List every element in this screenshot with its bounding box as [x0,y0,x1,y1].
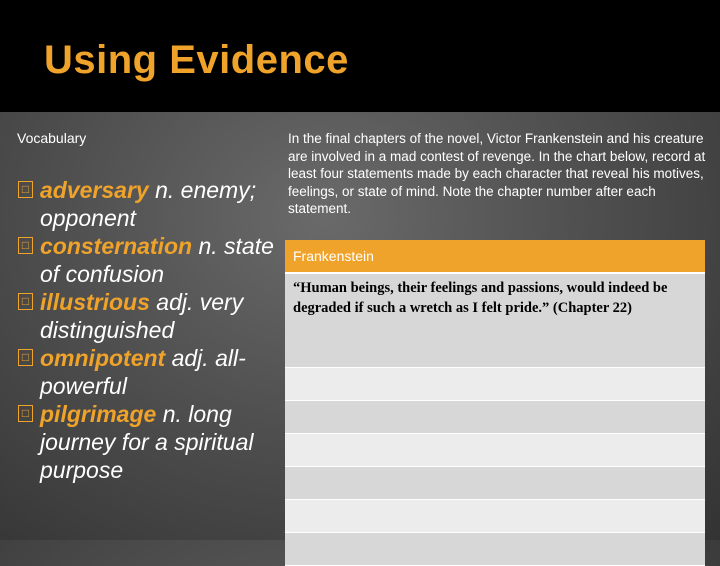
checkbox-bullet-icon: □ [18,293,33,310]
vocab-term: pilgrimage [40,401,157,427]
evidence-table [285,240,705,566]
vocab-term: adversary [40,177,149,203]
table-row [285,401,705,434]
table-row [285,368,705,401]
vocab-definition: n. state of confusion [40,233,274,287]
table-row [285,434,705,467]
vocab-item-adversary [18,176,293,232]
table-header-frankenstein: Frankenstein [285,240,705,274]
instructions-text: In the final chapters of the novel, Victor Frankenstein and his creature are involved in a mad contest of revenge. In the chart below, record at least four statements made by each character that reveal his motives, feelings, or state of mind. Note the chapter number after each statement. [288,131,706,216]
vocab-definition: adj. very distinguished [40,289,244,343]
table-row [285,533,705,566]
table-row: “Human beings, their feelings and passions, would indeed be degraded if such a wretch as I felt pride.” (Chapter 22) [285,274,705,368]
vocab-definition: n. enemy; opponent [40,177,257,231]
vocab-definition: n. long journey for a spiritual purpose [40,401,254,483]
vocab-term: omnipotent [40,345,166,371]
vocab-definition: adj. all-powerful [40,345,246,399]
checkbox-bullet-icon: □ [18,237,33,254]
vocabulary-heading: Vocabulary [17,130,87,146]
checkbox-bullet-icon: □ [18,181,33,198]
vocabulary-list [18,176,293,484]
vocab-item-omnipotent [18,344,293,400]
vocab-term: consternation [40,233,193,259]
vocab-term: illustrious [40,289,150,315]
table-row [285,500,705,533]
vocab-item-pilgrimage [18,400,293,484]
title-bar [0,0,720,112]
slide-title: Using Evidence [44,38,349,82]
checkbox-bullet-icon: □ [18,349,33,366]
checkbox-bullet-icon: □ [18,405,33,422]
table-row [285,467,705,500]
vocab-item-consternation [18,232,293,288]
vocab-item-illustrious [18,288,293,344]
